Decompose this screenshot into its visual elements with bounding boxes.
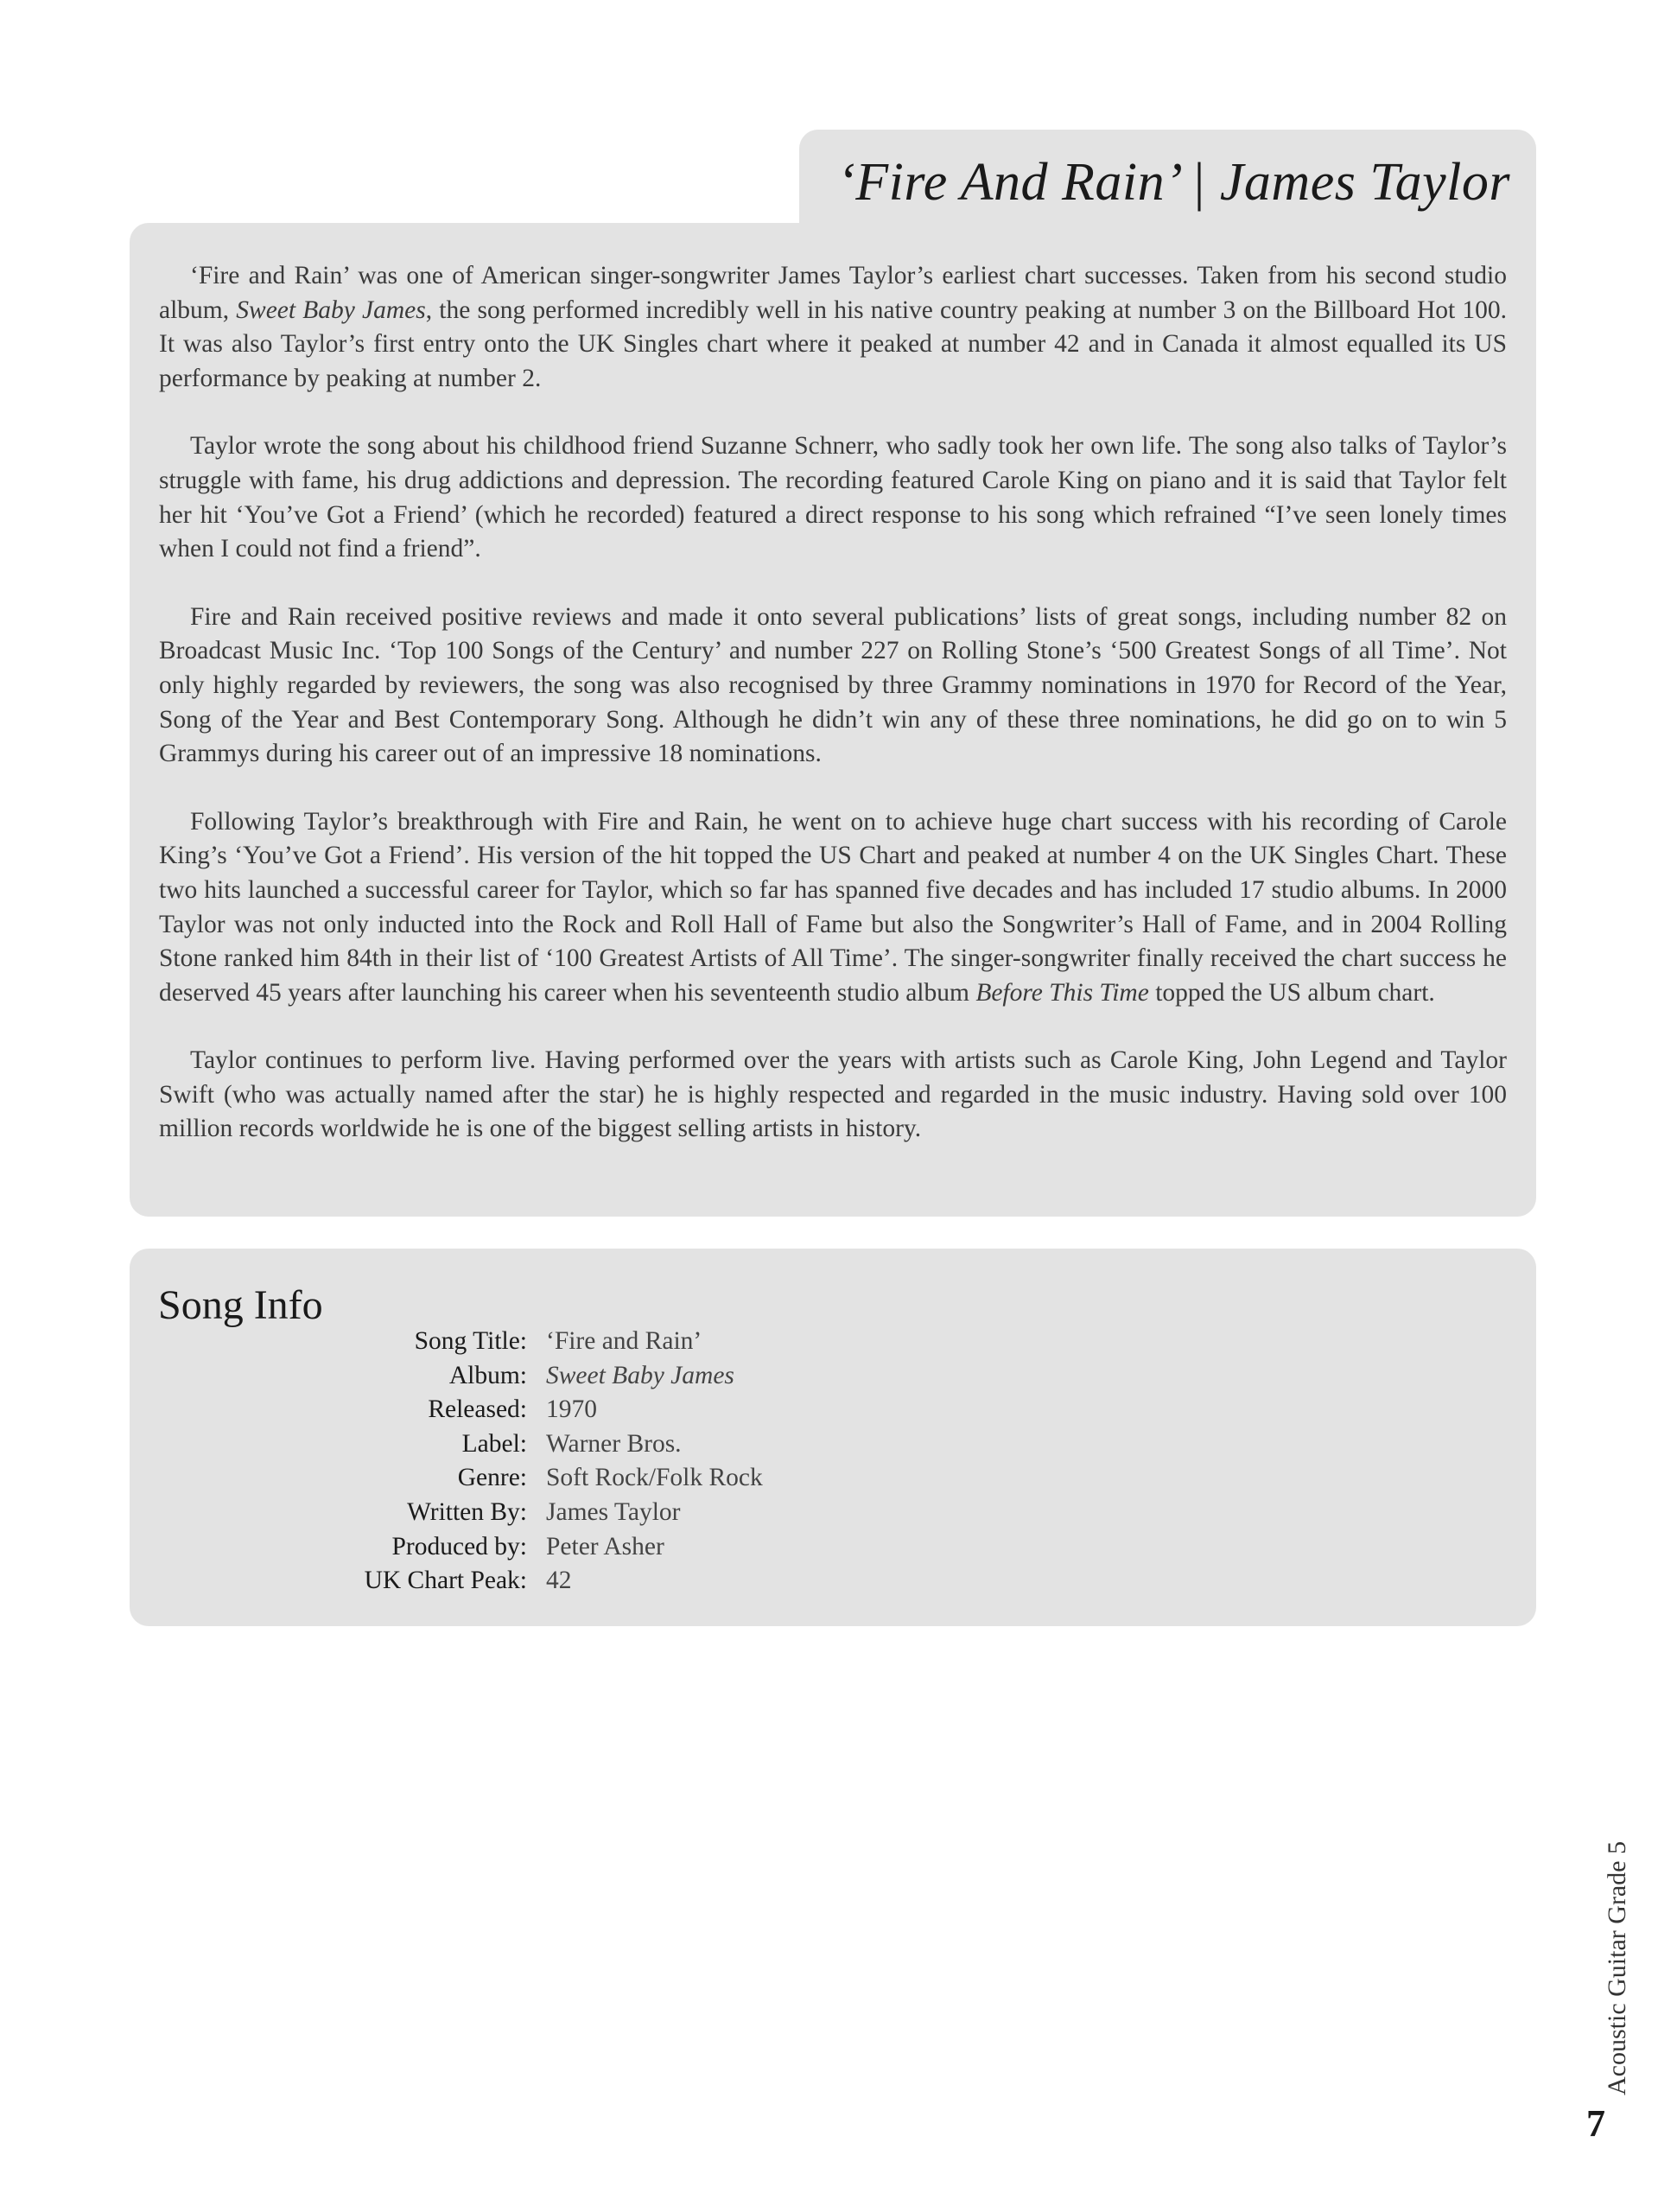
info-label: Written By: <box>407 1497 527 1526</box>
info-label: Album: <box>448 1361 527 1389</box>
info-value: Warner Bros. <box>546 1429 682 1458</box>
info-value: 1970 <box>546 1395 597 1424</box>
info-label: Released: <box>428 1395 527 1424</box>
paragraph-text: , the song performed incredibly well in his native country peaking at number 3 on the Billboard Hot 100. It was also Taylor’s first entry onto the UK Singles chart where it peaked at number 42 and in Canada it almost equalled its US performance by peaking at number 2. <box>159 296 1507 392</box>
page-number: 7 <box>1586 2102 1605 2145</box>
article-paragraph-2: Taylor wrote the song about his childhood friend Suzanne Schnerr, who sadly took her own life. The song also talks of Taylor’s struggle with fame, his drug addictions and depression. The recording featured Carole King on piano and it is said that Taylor felt her hit ‘You’ve Got a Friend’ (which he recorded) featured a direct response to his song which refrained “I’ve seen lonely times when I could not find a friend”. <box>159 432 1507 563</box>
info-label: Song Title: <box>414 1327 527 1355</box>
info-value: Peter Asher <box>546 1532 664 1560</box>
paragraph-text: Following Taylor’s breakthrough with Fire and Rain, he went on to achieve huge chart success with his recording of Carole King’s ‘You’ve Got a Friend’. His version of the hit topped the US Chart and peaked at number 4 on the UK Singles Chart. These two hits launched a successful career for Taylor, which so far has spanned five decades and has included 17 studio albums. In 2000 Taylor was not only inducted into the Rock and Roll Hall of Fame but also the Songwriter’s Hall of Fame, and in 2004 Rolling Stone ranked him 84th in their list of ‘100 Greatest Artists of All Time’. The singer-songwriter finally received the chart success he deserved 45 years after launching his career when his seventeenth studio album <box>159 807 1507 1007</box>
info-value: ‘Fire and Rain’ <box>546 1327 702 1355</box>
paragraph-text: topped the US album chart. <box>1148 978 1435 1007</box>
paragraph-text: ‘Fire and Rain’ was one of American singer-songwriter James Taylor’s earliest chart successes. Taken from his second studio album, <box>159 262 1507 324</box>
article-paragraph-4 <box>159 805 1507 1011</box>
article-paragraph-5: Taylor continues to perform live. Having performed over the years with artists such as Carole King, John Legend and Taylor Swift (who was actually named after the star) he is highly respected and regarded in the music industry. Having sold over 100 million records worldwide he is one of the biggest selling artists in history. <box>159 1046 1507 1143</box>
info-label: Produced by: <box>391 1532 527 1560</box>
book-title-vertical: Acoustic Guitar Grade 5 <box>1603 1840 1631 2095</box>
article-paragraph-3: Fire and Rain received positive reviews and made it onto several publications’ lists of great songs, including number 82 on Broadcast Music Inc. ‘Top 100 Songs of the Century’ and number 227 on Rolling Stone’s ‘500 Greatest Songs of all Time’. Not only highly regarded by reviewers, the song was also recognised by three Grammy nominations in 1970 for Record of the Year, Song of the Year and Best Contemporary Song. Although he didn’t win any of these three nominations, he did go on to win 5 Grammys during his career out of an impressive 18 nominations. <box>159 602 1507 768</box>
info-label: Label: <box>461 1429 527 1458</box>
info-value: James Taylor <box>546 1497 681 1526</box>
info-label: UK Chart Peak: <box>364 1567 527 1595</box>
info-label: Genre: <box>457 1464 527 1492</box>
article-paragraph-1 <box>159 259 1507 396</box>
page-title: ‘Fire And Rain’ | James Taylor <box>837 153 1510 212</box>
album-title-italic: Before This Time <box>975 978 1149 1007</box>
info-value: 42 <box>546 1567 572 1595</box>
song-info-heading: Song Info <box>158 1282 323 1328</box>
song-info-panel <box>130 1249 1536 1626</box>
info-value: Soft Rock/Folk Rock <box>546 1464 763 1492</box>
album-title-italic: Sweet Baby James <box>236 296 426 324</box>
info-value: Sweet Baby James <box>546 1361 734 1389</box>
article-panel <box>130 223 1536 1217</box>
